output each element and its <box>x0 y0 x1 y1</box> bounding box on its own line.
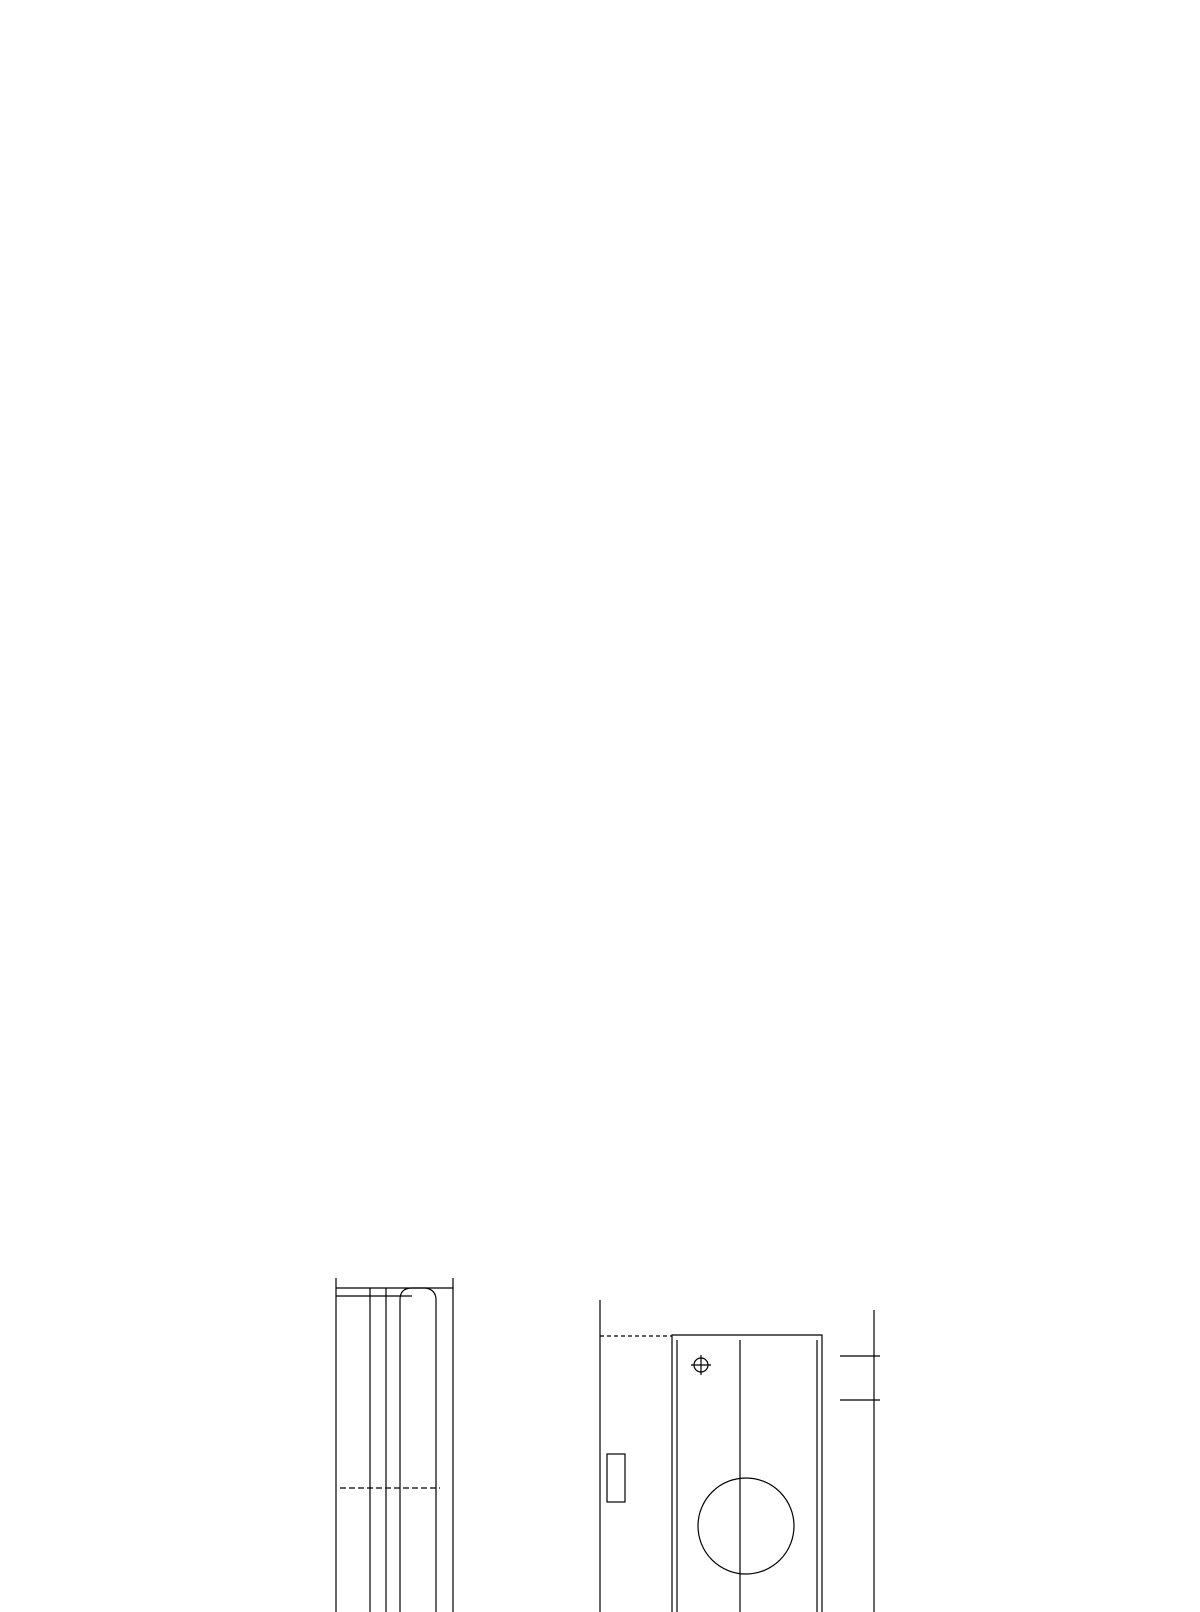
top-view <box>600 1300 880 1612</box>
side-view <box>336 1278 453 1612</box>
package-outline-drawing <box>0 1270 1200 1612</box>
